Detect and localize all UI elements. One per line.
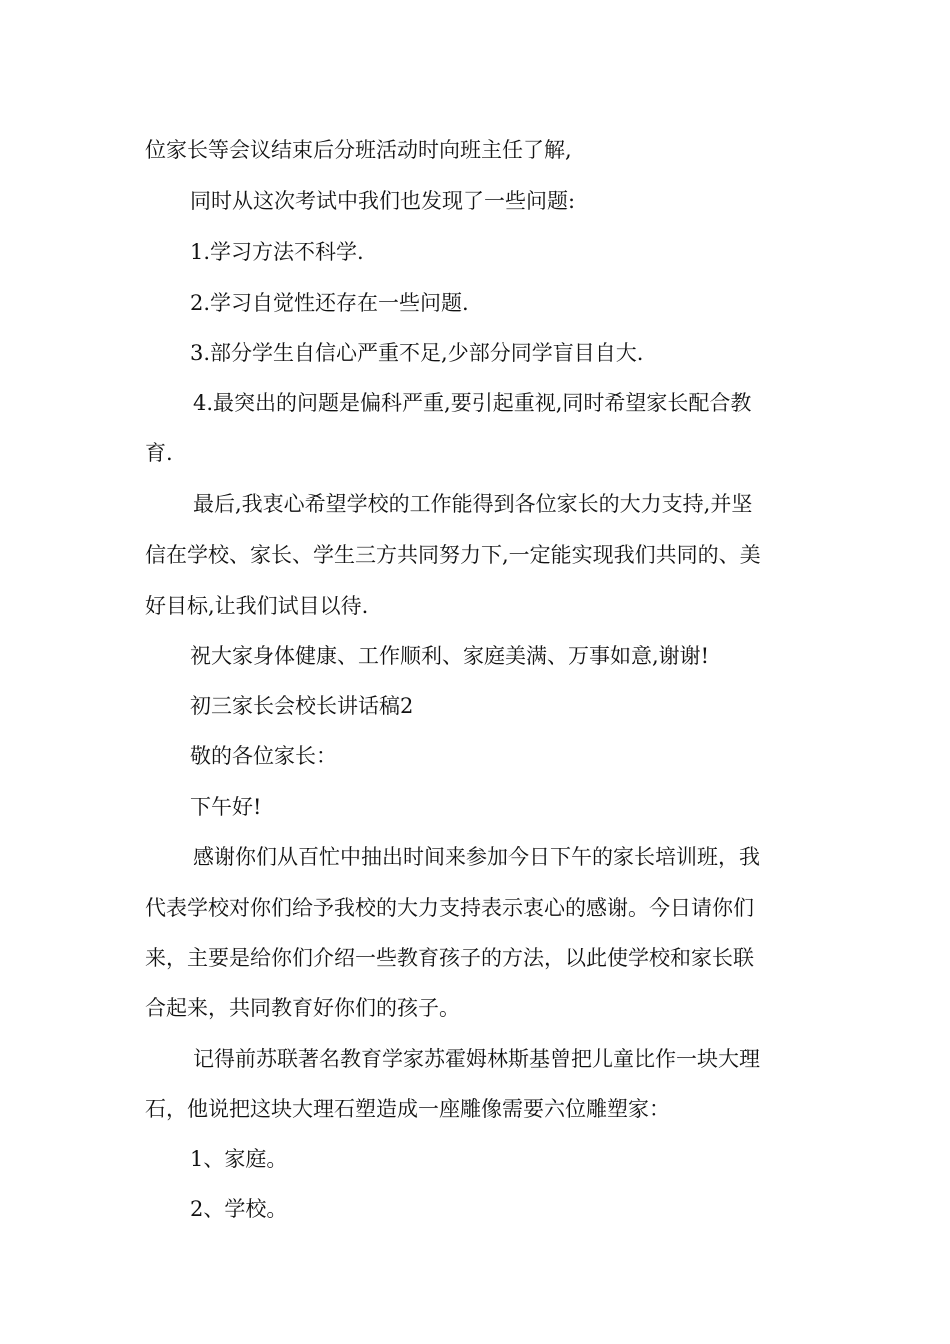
body-line-2: 代表学校对你们给予我校的大力支持表示衷心的感谢。今日请你们 — [145, 896, 754, 920]
text-line-2: 同时从这次考试中我们也发现了一些问题: — [190, 189, 576, 213]
list-item-3: 3.部分学生自信心严重不足,少部分同学盲目自大. — [190, 341, 644, 365]
section-title: 初三家长会校长讲话稿2 — [190, 694, 414, 718]
salutation: 敬的各位家长： — [190, 744, 337, 768]
text-line-closing-2: 信在学校、家长、学生三方共同努力下,一定能实现我们共同的、美 — [145, 543, 761, 567]
list-item-2: 2.学习自觉性还存在一些问题. — [190, 291, 469, 315]
text-line-1: 位家长等会议结束后分班活动时向班主任了解, — [145, 138, 572, 162]
body-line-5: 记得前苏联著名教育学家苏霍姆林斯基曾把儿童比作一块大理 — [193, 1047, 760, 1071]
list-item-family: 1、家庭。 — [190, 1147, 288, 1171]
body-line-3: 来，主要是给你们介绍一些教育孩子的方法，以此使学校和家长联 — [145, 946, 754, 970]
list-item-4: 4.最突出的问题是偏科严重,要引起重视,同时希望家长配合教 — [193, 391, 752, 415]
body-line-4: 合起来，共同教育好你们的孩子。 — [145, 996, 460, 1020]
greeting: 下午好! — [190, 795, 262, 819]
list-item-school: 2、学校。 — [190, 1197, 288, 1221]
list-item-4-cont: 育. — [145, 441, 173, 465]
body-line-6: 石，他说把这块大理石塑造成一座雕像需要六位雕塑家： — [145, 1097, 670, 1121]
text-line-wishes: 祝大家身体健康、工作顺利、家庭美满、万事如意,谢谢! — [190, 644, 710, 668]
text-line-closing-1: 最后,我衷心希望学校的工作能得到各位家长的大力支持,并坚 — [193, 492, 753, 516]
body-line-1: 感谢你们从百忙中抽出时间来参加今日下午的家长培训班，我 — [193, 845, 760, 869]
list-item-1: 1.学习方法不科学. — [190, 240, 364, 264]
text-line-closing-3: 好目标,让我们试目以待. — [145, 594, 369, 618]
